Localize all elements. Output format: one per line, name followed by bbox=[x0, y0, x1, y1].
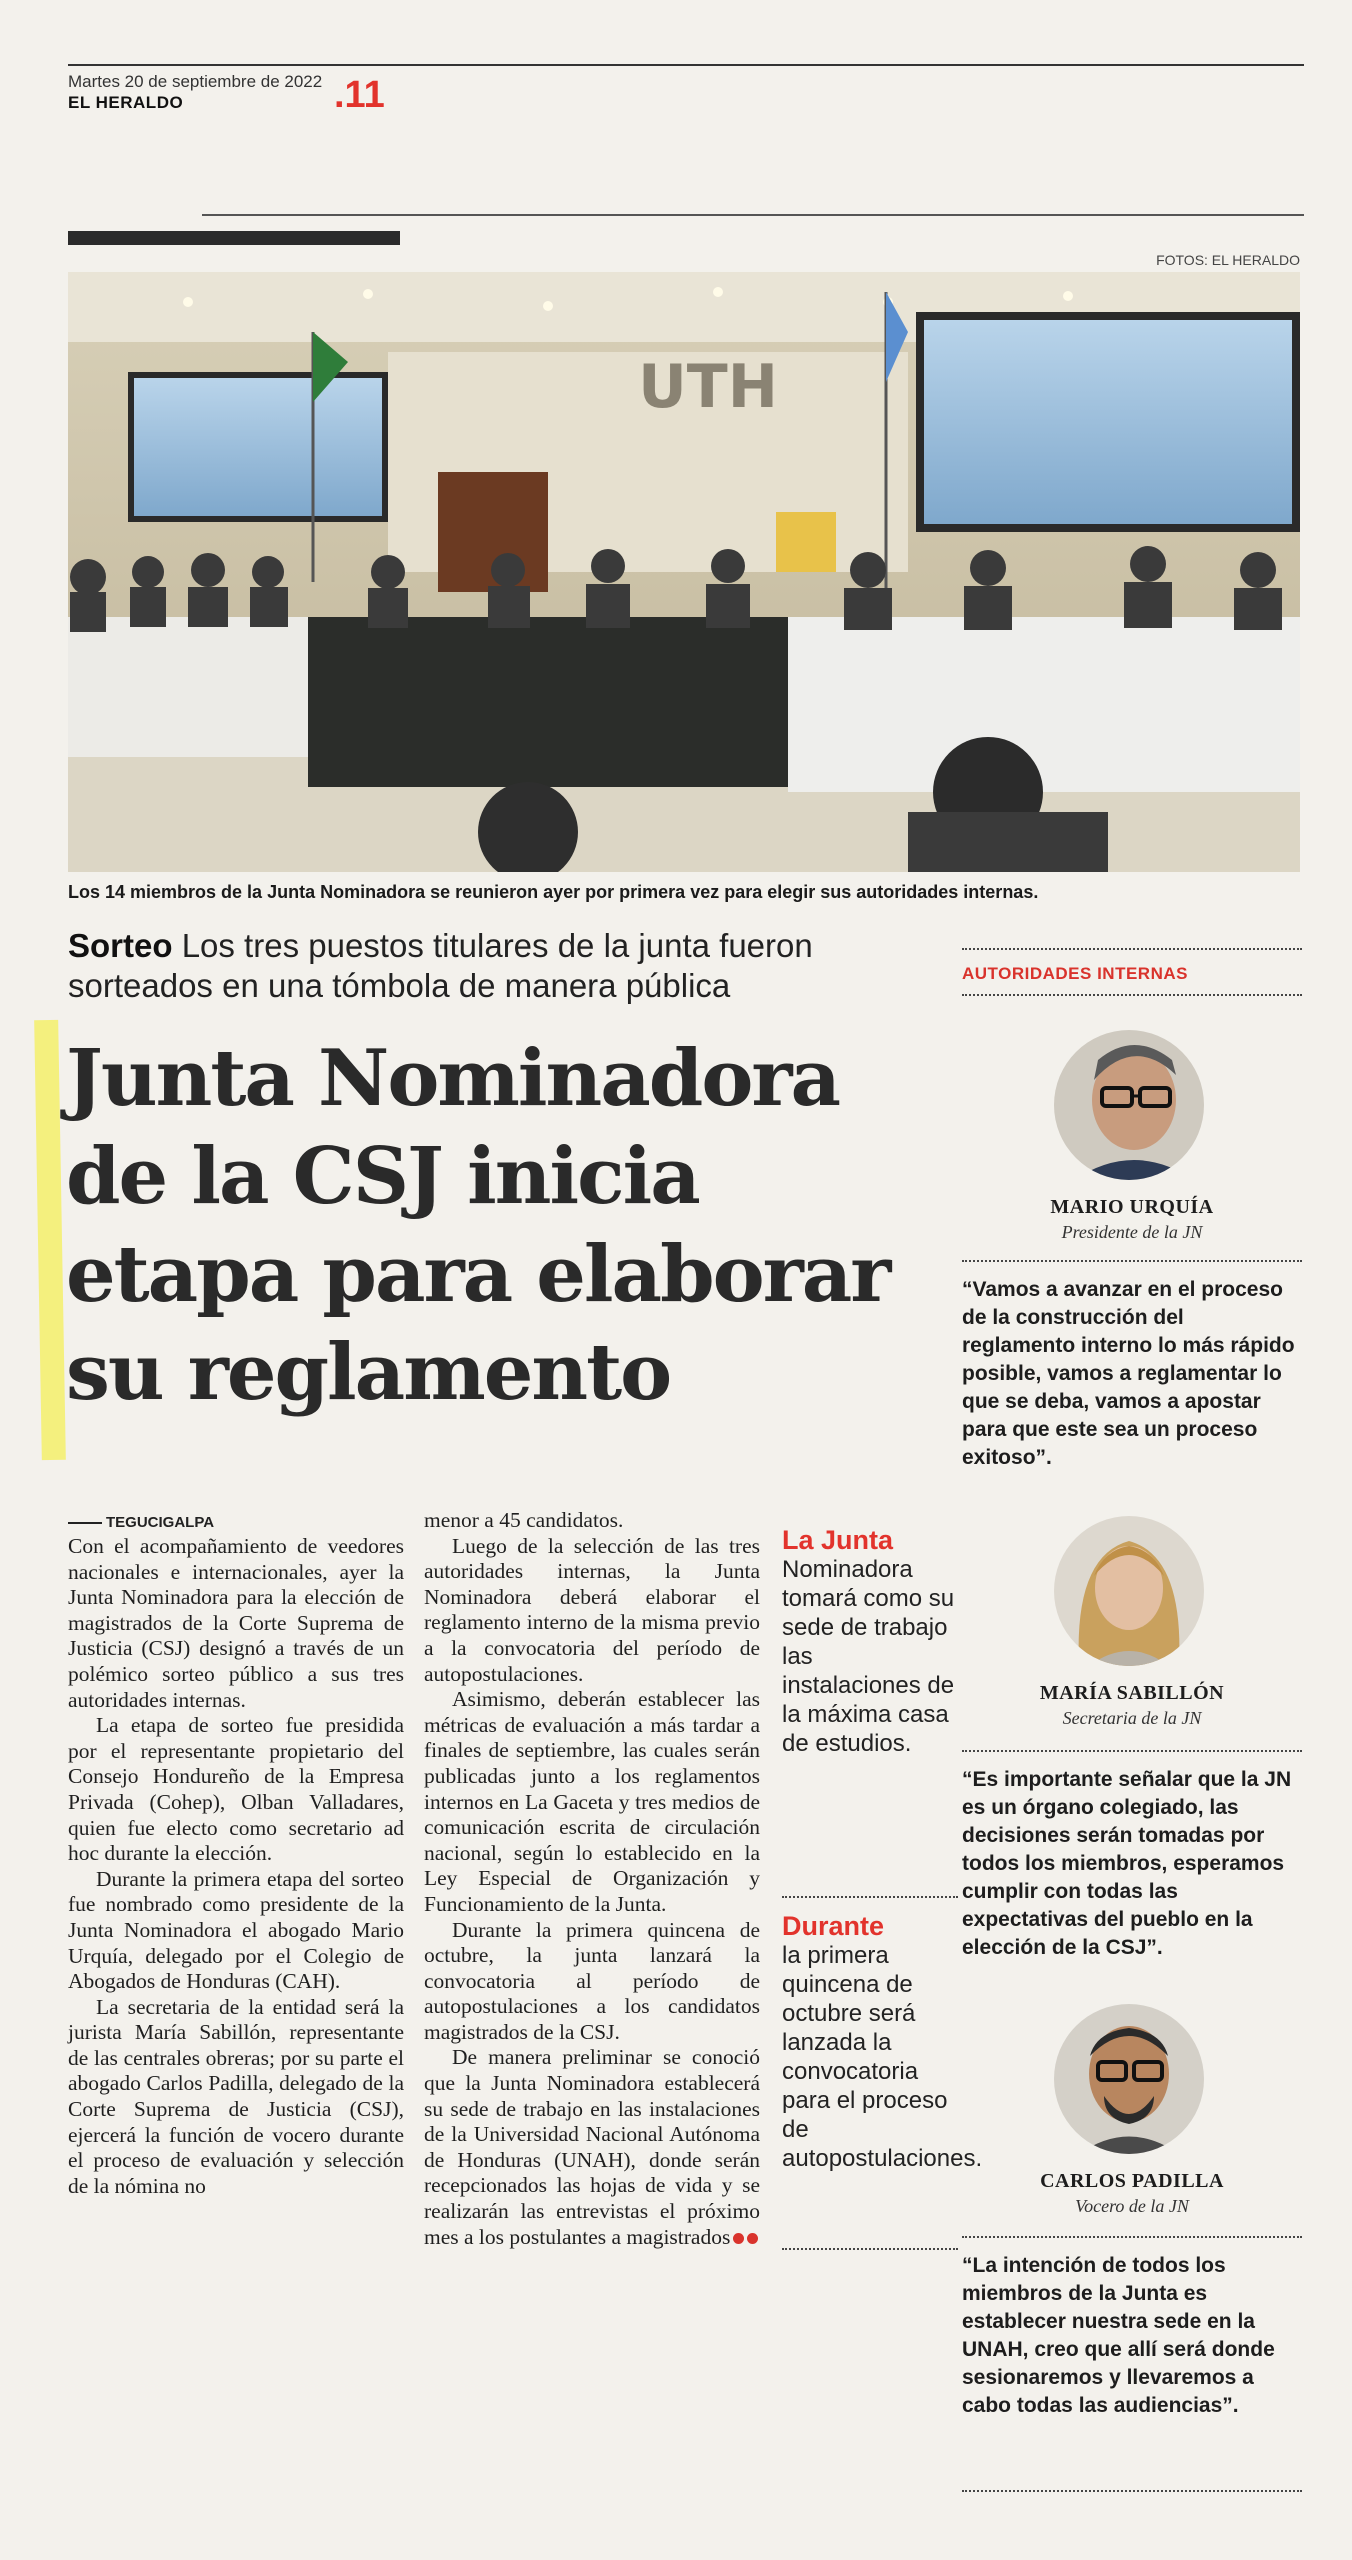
avatar bbox=[1054, 2004, 1204, 2154]
dotted-divider bbox=[962, 2236, 1302, 2238]
side-note-title: Durante bbox=[782, 1911, 885, 1941]
person-quote: “Es importante señalar que la JN es un órgano colegiado, las decisiones serán tomadas por todos los miembros, esperamos cumplir con todas las expectativas del pueblo en la elección de la CSJ”. bbox=[962, 1768, 1292, 1959]
paragraph: menor a 45 candidatos. bbox=[424, 1508, 624, 1532]
sidebar-label: AUTORIDADES INTERNAS bbox=[962, 964, 1188, 983]
side-note-title: La Junta bbox=[782, 1525, 894, 1555]
end-mark-dot bbox=[733, 2233, 744, 2244]
dotted-divider bbox=[782, 2248, 958, 2250]
section-bar bbox=[68, 231, 400, 245]
headline-line: de la CSJ inicia bbox=[66, 1131, 699, 1222]
dotted-divider bbox=[962, 2490, 1302, 2492]
side-note-text: Nominadora tomará como su sede de trabajo las instalaciones de la máxima casa de estudios. bbox=[782, 1556, 955, 1757]
paragraph: La secretaria de la entidad será la jurista María Sabillón, representante de las centrales obreras; por su parte el abogado Carlos Padilla, delegado de la Corte Suprema de Justicia (CSJ), ejercerá la función de vocero durante el proceso de evaluación y selección de la nómina no bbox=[68, 1994, 404, 2198]
person-role: Secretaria de la JN bbox=[1062, 1708, 1202, 1728]
article-column-1 bbox=[68, 1534, 404, 2199]
page-number: .11 bbox=[334, 74, 385, 116]
top-rule bbox=[68, 64, 1304, 66]
dotted-divider bbox=[962, 994, 1302, 996]
headline-line: etapa para elaborar bbox=[66, 1229, 890, 1320]
headline-line: su reglamento bbox=[66, 1327, 671, 1418]
avatar bbox=[1054, 1030, 1204, 1180]
paragraph-last bbox=[424, 2045, 760, 2250]
kicker-text: Los tres puestos titulares de la junta fueron sorteados en una tómbola de manera pública bbox=[68, 927, 813, 1004]
person-quote: “La intención de todos los miembros de la Junta es establecer nuestra sede en la UNAH, creo que allí será donde sesionaremos y llevaremos a cabo todas las audiencias”. bbox=[962, 2254, 1275, 2417]
issue-date: Martes 20 de septiembre de 2022 bbox=[68, 72, 323, 91]
person-role: Vocero de la JN bbox=[1075, 2196, 1189, 2216]
paragraph: Con el acompañamiento de veedores nacionales e internacionales, ayer la Junta Nominadora para la elección de magistrados de la Corte Suprema de Justicia (CSJ) designó a través de un polémico sorteo público a sus tres autoridades internas. bbox=[68, 1534, 404, 1712]
paragraph: Durante la primera quincena de octubre, la junta lanzará la convocatoria al período de autopostulaciones a los candidatos magistrados de la CSJ. bbox=[424, 1917, 760, 2044]
paragraph: Luego de la selección de las tres autoridades internas, la Junta Nominadora deberá elaborar el reglamento interno de la misma previo a la convocatoria del período de autopostulaciones. bbox=[424, 1533, 760, 1686]
dotted-divider bbox=[962, 1750, 1302, 1752]
paragraph: Asimismo, deberán establecer las métricas de evaluación a más tardar a finales de septiembre, las cuales serán publicadas junto a los reglamentos internos en La Gaceta y tres medios de comunicación escrita de circulación nacional, según lo establecido en la Ley Especial de Organización y Funcionamiento de la Junta. bbox=[424, 1687, 760, 1916]
person-name: MARÍA SABILLÓN bbox=[1039, 1682, 1225, 1704]
headline bbox=[66, 1030, 966, 1422]
avatar bbox=[1054, 1516, 1204, 1666]
person-role: Presidente de la JN bbox=[1061, 1222, 1203, 1242]
person-photo bbox=[1054, 1030, 1204, 1180]
dotted-divider bbox=[962, 1260, 1302, 1262]
side-note-text: la primera quincena de octubre será lanzada la convocatoria para el proceso de autopostulaciones. bbox=[782, 1942, 983, 2172]
dateline: TEGUCIGALPA bbox=[106, 1514, 215, 1531]
paragraph: De manera preliminar se conoció que la Junta Nominadora establecerá su sede de trabajo en las instalaciones de la Universidad Nacional Autónoma de Honduras (UNAH), donde serán recepcionados las hojas de vida y se realizarán las entrevistas el próximo mes a los postulantes a magistrados bbox=[424, 2045, 760, 2249]
meeting-photo-illustration bbox=[68, 272, 1300, 872]
dateline-rule bbox=[68, 1522, 102, 1524]
paragraph: La etapa de sorteo fue presidida por el representante propietario del Consejo Hondureño de la Empresa Privada (Cohep), Olban Valladares, quien fue electo como secretario ad hoc durante la elección. bbox=[68, 1713, 404, 1866]
headline-line: Junta Nominadora bbox=[66, 1033, 839, 1124]
end-mark-dot bbox=[747, 2233, 758, 2244]
person-photo bbox=[1054, 2004, 1204, 2154]
side-note-1 bbox=[782, 1526, 958, 1758]
person-photo bbox=[1054, 1516, 1204, 1666]
side-note-2 bbox=[782, 1911, 983, 2173]
banner-logo-text: UTH bbox=[638, 352, 778, 422]
kicker-label: Sorteo bbox=[68, 927, 173, 964]
highlighter-mark bbox=[34, 1020, 66, 1460]
photo-credit: FOTOS: EL HERALDO bbox=[1156, 252, 1300, 268]
person-quote: “Vamos a avanzar en el proceso de la construcción del reglamento interno lo más rápido posible, vamos a reglamentar lo que se deba, vamos a apostar para que este sea un proceso exitoso”. bbox=[962, 1278, 1295, 1469]
article-column-2 bbox=[424, 1508, 760, 2250]
dotted-divider bbox=[962, 948, 1302, 950]
photo-caption: Los 14 miembros de la Junta Nominadora se reunieron ayer por primera vez para elegir sus autoridades internas. bbox=[68, 882, 1039, 902]
paragraph: Durante la primera etapa del sorteo fue nombrado como presidente de la Junta Nominadora el abogado Mario Urquía, delegado por el Colegio de Abogados de Honduras (CAH). bbox=[68, 1866, 404, 1994]
person-name: MARIO URQUÍA bbox=[1050, 1196, 1214, 1218]
dotted-divider bbox=[782, 1896, 958, 1898]
header-rule bbox=[202, 214, 1304, 216]
newspaper-name: EL HERALDO bbox=[68, 93, 184, 112]
main-photo bbox=[68, 272, 1300, 872]
person-name: CARLOS PADILLA bbox=[1040, 2170, 1224, 2192]
kicker bbox=[68, 926, 928, 1006]
